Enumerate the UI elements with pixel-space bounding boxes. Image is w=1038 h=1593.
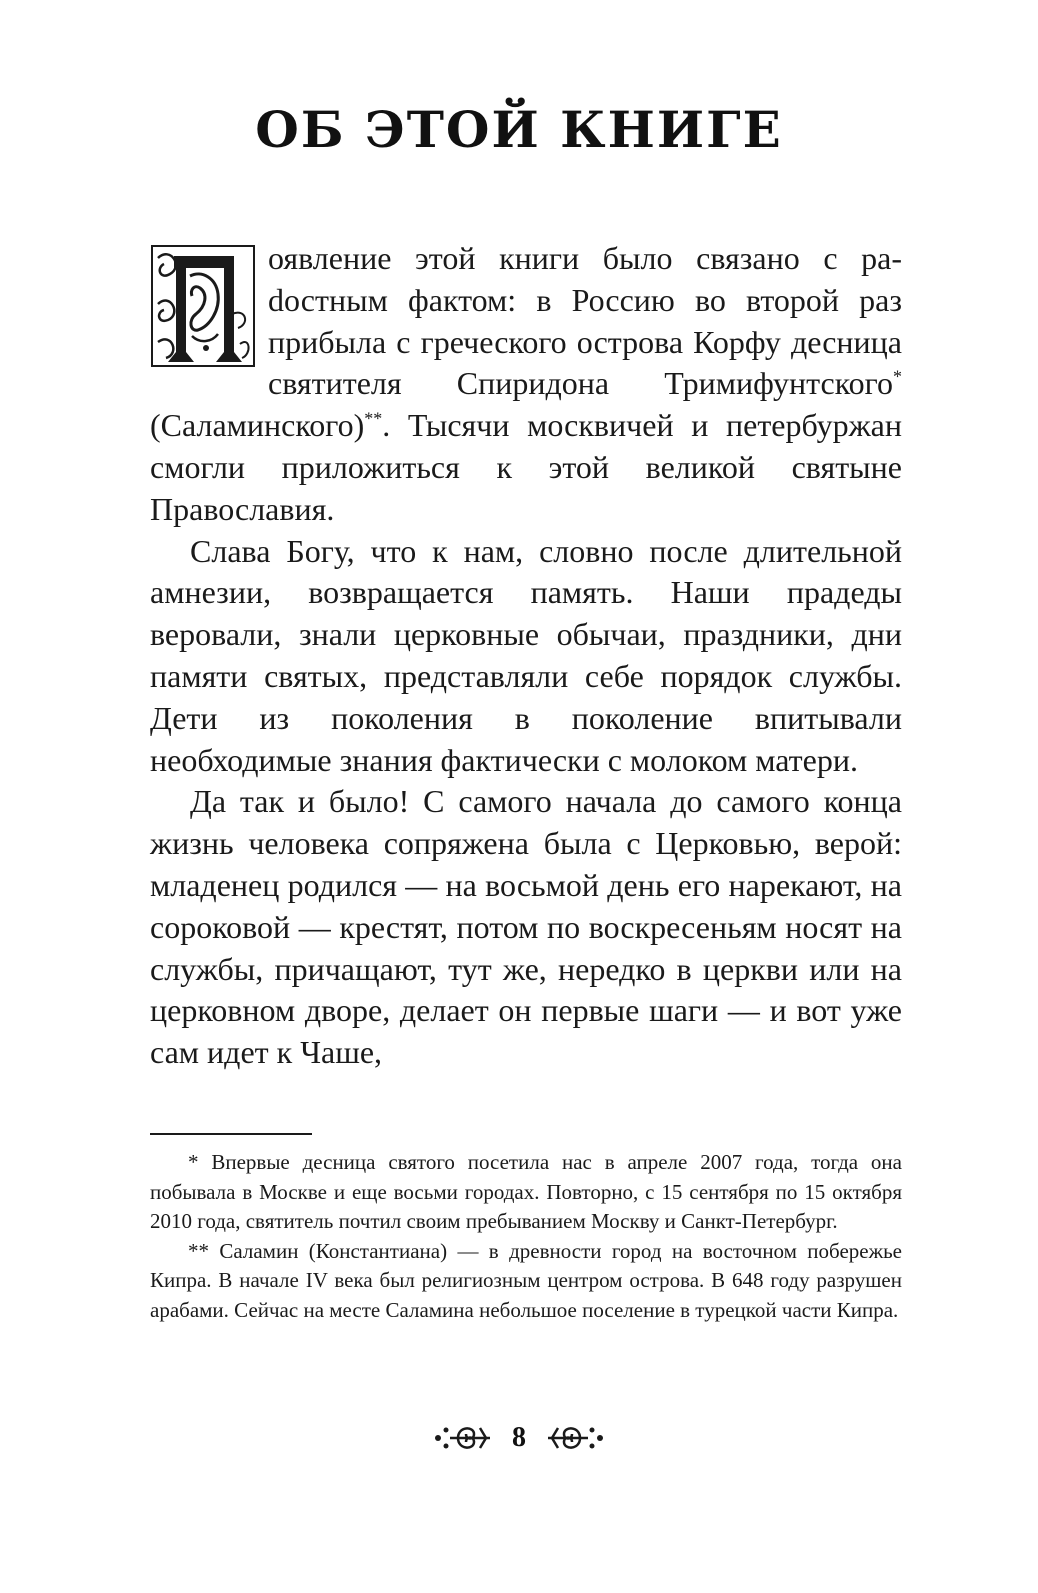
footnote-mark-2: ** (364, 408, 383, 429)
chapter-title: ОБ ЭТОЙ КНИГЕ (255, 100, 783, 159)
paragraph-1-text-c: . Тысячи москвичей и петербуржан смогли приложиться к этой великой святыне Православия. (150, 407, 902, 527)
footnote-1: * Впервые десница святого посетила нас в апреле 2007 года, тогда она побывала в Москве и еще восьми городах. Повторно, с 15 сентября по 15 октября 2010 года, святитель почтил своим пребыванием Москву и Санкт-Петербург. (150, 1150, 902, 1233)
footnote-mark-1: * (893, 366, 902, 387)
ornamental-initial (150, 244, 256, 368)
right-ornament-icon (544, 1418, 604, 1458)
page-number: 8 (512, 1422, 526, 1453)
paragraph-1 (150, 238, 902, 531)
page-footer (0, 1418, 1038, 1458)
left-ornament-icon (434, 1418, 494, 1458)
footnote-2: ** Саламин (Константиана) — в древности город на восточном побережье Кипра. В начале IV века был религиозным центром острова. В 648 году разрушен арабами. Сейчас на месте Саламина небольшое поселение в турецкой части Кипра. (150, 1238, 902, 1322)
paragraph-1-text-a: оявление этой книги было связано с раdостным фактом: в Россию во второй раз прибыла с греческого острова Корфу десница святителя Спиридона Тримифунтского (268, 240, 902, 402)
paragraph-2: Слава Богу, что к нам, словно после длительной амнезии, возвращается память. Наши прадеды веровали, знали церковные обычаи, праздники, дни памяти святых, представляли себе порядок службы. Дети из поколения в поколение впитывали необходимые знания фактически с молоком матери. (150, 532, 902, 778)
footnotes (150, 1148, 902, 1325)
body-text (150, 238, 902, 1074)
paragraph-3: Да так и было! С самого начала до самого конца жизнь человека сопряжена была с Церковью, верой: младенец родился — на восьмой день его нарекают, на сороковой — крестят, потом по воскресеньям носят на службы, причащают, тут же, нередко в церкви или на церковном дворе, делает он первые шаги — и вот уже сам идет к Чаше, (150, 783, 902, 1071)
ornamental-initial-graphic (150, 244, 256, 368)
paragraph-1-text-b: (Саламинского) (150, 407, 365, 444)
footnote-divider (150, 1133, 312, 1135)
